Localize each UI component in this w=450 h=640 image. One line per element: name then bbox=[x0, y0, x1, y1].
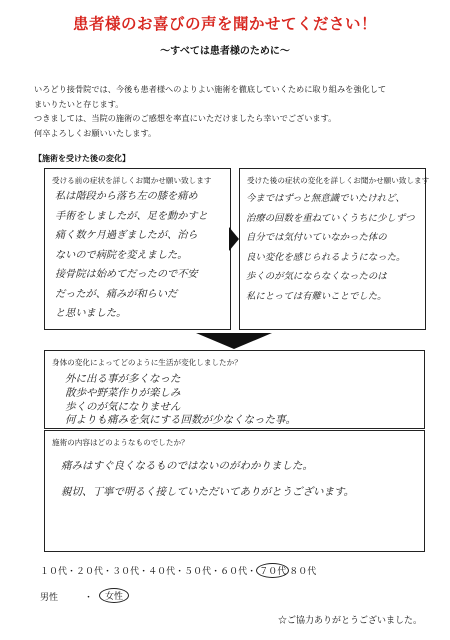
answer-line: 親切、丁寧で明るく接していただいてありがとうございます。 bbox=[61, 486, 355, 498]
intro-line: まいりたいと存じます。 bbox=[34, 98, 124, 109]
answer-line: 治療の回数を重ねていくうちに少しずつ bbox=[246, 212, 415, 224]
intro-line: いろどり接骨院では、今後も患者様へのよりよい施術を徹底していくために取り組みを強化して bbox=[34, 84, 387, 94]
thank-you-note: ☆ご協力ありがとうございました。 bbox=[277, 616, 422, 626]
separator: ・ bbox=[211, 567, 221, 577]
age-option-50s[interactable]: ５０代 bbox=[184, 567, 212, 577]
answer-line: 痛みはすぐ良くなるものではないのがわかりました。 bbox=[61, 460, 313, 472]
answer-line: 散歩や野菜作りが楽しみ bbox=[65, 386, 181, 399]
age-option-70s-selected[interactable]: ７０代 bbox=[256, 563, 289, 578]
impression-box-answer bbox=[61, 453, 354, 505]
answer-line: 手術をしましたが、足を動かすと bbox=[55, 210, 208, 222]
age-options bbox=[40, 563, 316, 578]
right-arrow-icon bbox=[229, 227, 239, 251]
separator: ・ bbox=[247, 567, 257, 577]
treatment-impression-box bbox=[44, 430, 425, 552]
before-box-answer bbox=[55, 187, 208, 324]
age-option-20s[interactable]: ２０代 bbox=[76, 567, 104, 577]
after-box-caption: 受けた後の症状の変化を詳しくお聞かせ願い致します bbox=[247, 176, 430, 185]
answer-line: だったが、痛みが和らいだ bbox=[55, 288, 178, 300]
separator: ・ bbox=[103, 567, 113, 577]
age-option-40s[interactable]: ４０代 bbox=[148, 567, 176, 577]
after-treatment-box bbox=[239, 168, 430, 330]
answer-line: 接骨院は始めてだったので不安 bbox=[55, 269, 198, 280]
answer-line: と思いました。 bbox=[55, 308, 127, 319]
answer-line: 良い変化を感じられるようになった。 bbox=[246, 251, 406, 263]
impression-box-caption: 施術の内容はどのようなものでしたか？ bbox=[52, 438, 189, 447]
separator: ・ bbox=[139, 567, 149, 577]
intro-text bbox=[34, 82, 429, 140]
age-option-10s[interactable]: １０代 bbox=[40, 567, 68, 577]
intro-line: 何卒よろしくお願いいたします。 bbox=[34, 127, 157, 138]
gender-option-female-selected[interactable]: 女性 bbox=[99, 588, 129, 603]
separator: ・ bbox=[84, 593, 94, 603]
page-subtitle: 〜すべては患者様のために〜 bbox=[160, 46, 290, 57]
before-box-caption: 受ける前の症状を詳しくお聞かせ願い致します bbox=[52, 176, 212, 185]
section-label: 【施術を受けた後の変化】 bbox=[34, 153, 130, 163]
answer-line: 歩くのが気にならなくなったのは bbox=[246, 271, 387, 282]
answer-line: 何よりも痛みを気にする回数が少なくなった事。 bbox=[65, 414, 296, 427]
page-title: 患者様のお喜びの声を聞かせてください！ bbox=[72, 15, 377, 33]
answer-line: 外に出る事が多くなった bbox=[65, 373, 181, 385]
separator: ・ bbox=[175, 567, 185, 577]
separator: ・ bbox=[67, 567, 77, 577]
answer-line: 私は階段から落ち左の膝を痛め bbox=[55, 191, 198, 202]
life-box-caption: 身体の変化によってどのように生活が変化しましたか？ bbox=[52, 358, 242, 367]
age-option-60s[interactable]: ６０代 bbox=[220, 567, 248, 577]
after-box-answer bbox=[246, 189, 415, 306]
life-box-answer bbox=[65, 373, 296, 428]
answer-line: 自分では気付いていなかった体の bbox=[246, 232, 387, 243]
age-option-80s[interactable]: ８０代 bbox=[289, 567, 317, 577]
answer-line: 痛く数ケ月過ぎましたが、治ら bbox=[55, 230, 198, 241]
gender-option-male[interactable]: 男性 bbox=[40, 593, 59, 603]
answer-line: 私にとっては有難いことでした。 bbox=[246, 290, 387, 302]
age-option-30s[interactable]: ３０代 bbox=[112, 567, 140, 577]
down-arrow-icon bbox=[196, 333, 272, 349]
before-treatment-box bbox=[44, 168, 231, 330]
answer-line: 歩くのが気になりません bbox=[65, 400, 181, 413]
answer-line: 今まではずっと無意識でいたけれど、 bbox=[246, 193, 405, 204]
intro-line: つきましては、当院の施術のご感想を率直にいただけましたら幸いでございます。 bbox=[34, 113, 337, 123]
life-change-box bbox=[44, 350, 425, 429]
answer-line: ないので病院を変えました。 bbox=[55, 249, 188, 261]
